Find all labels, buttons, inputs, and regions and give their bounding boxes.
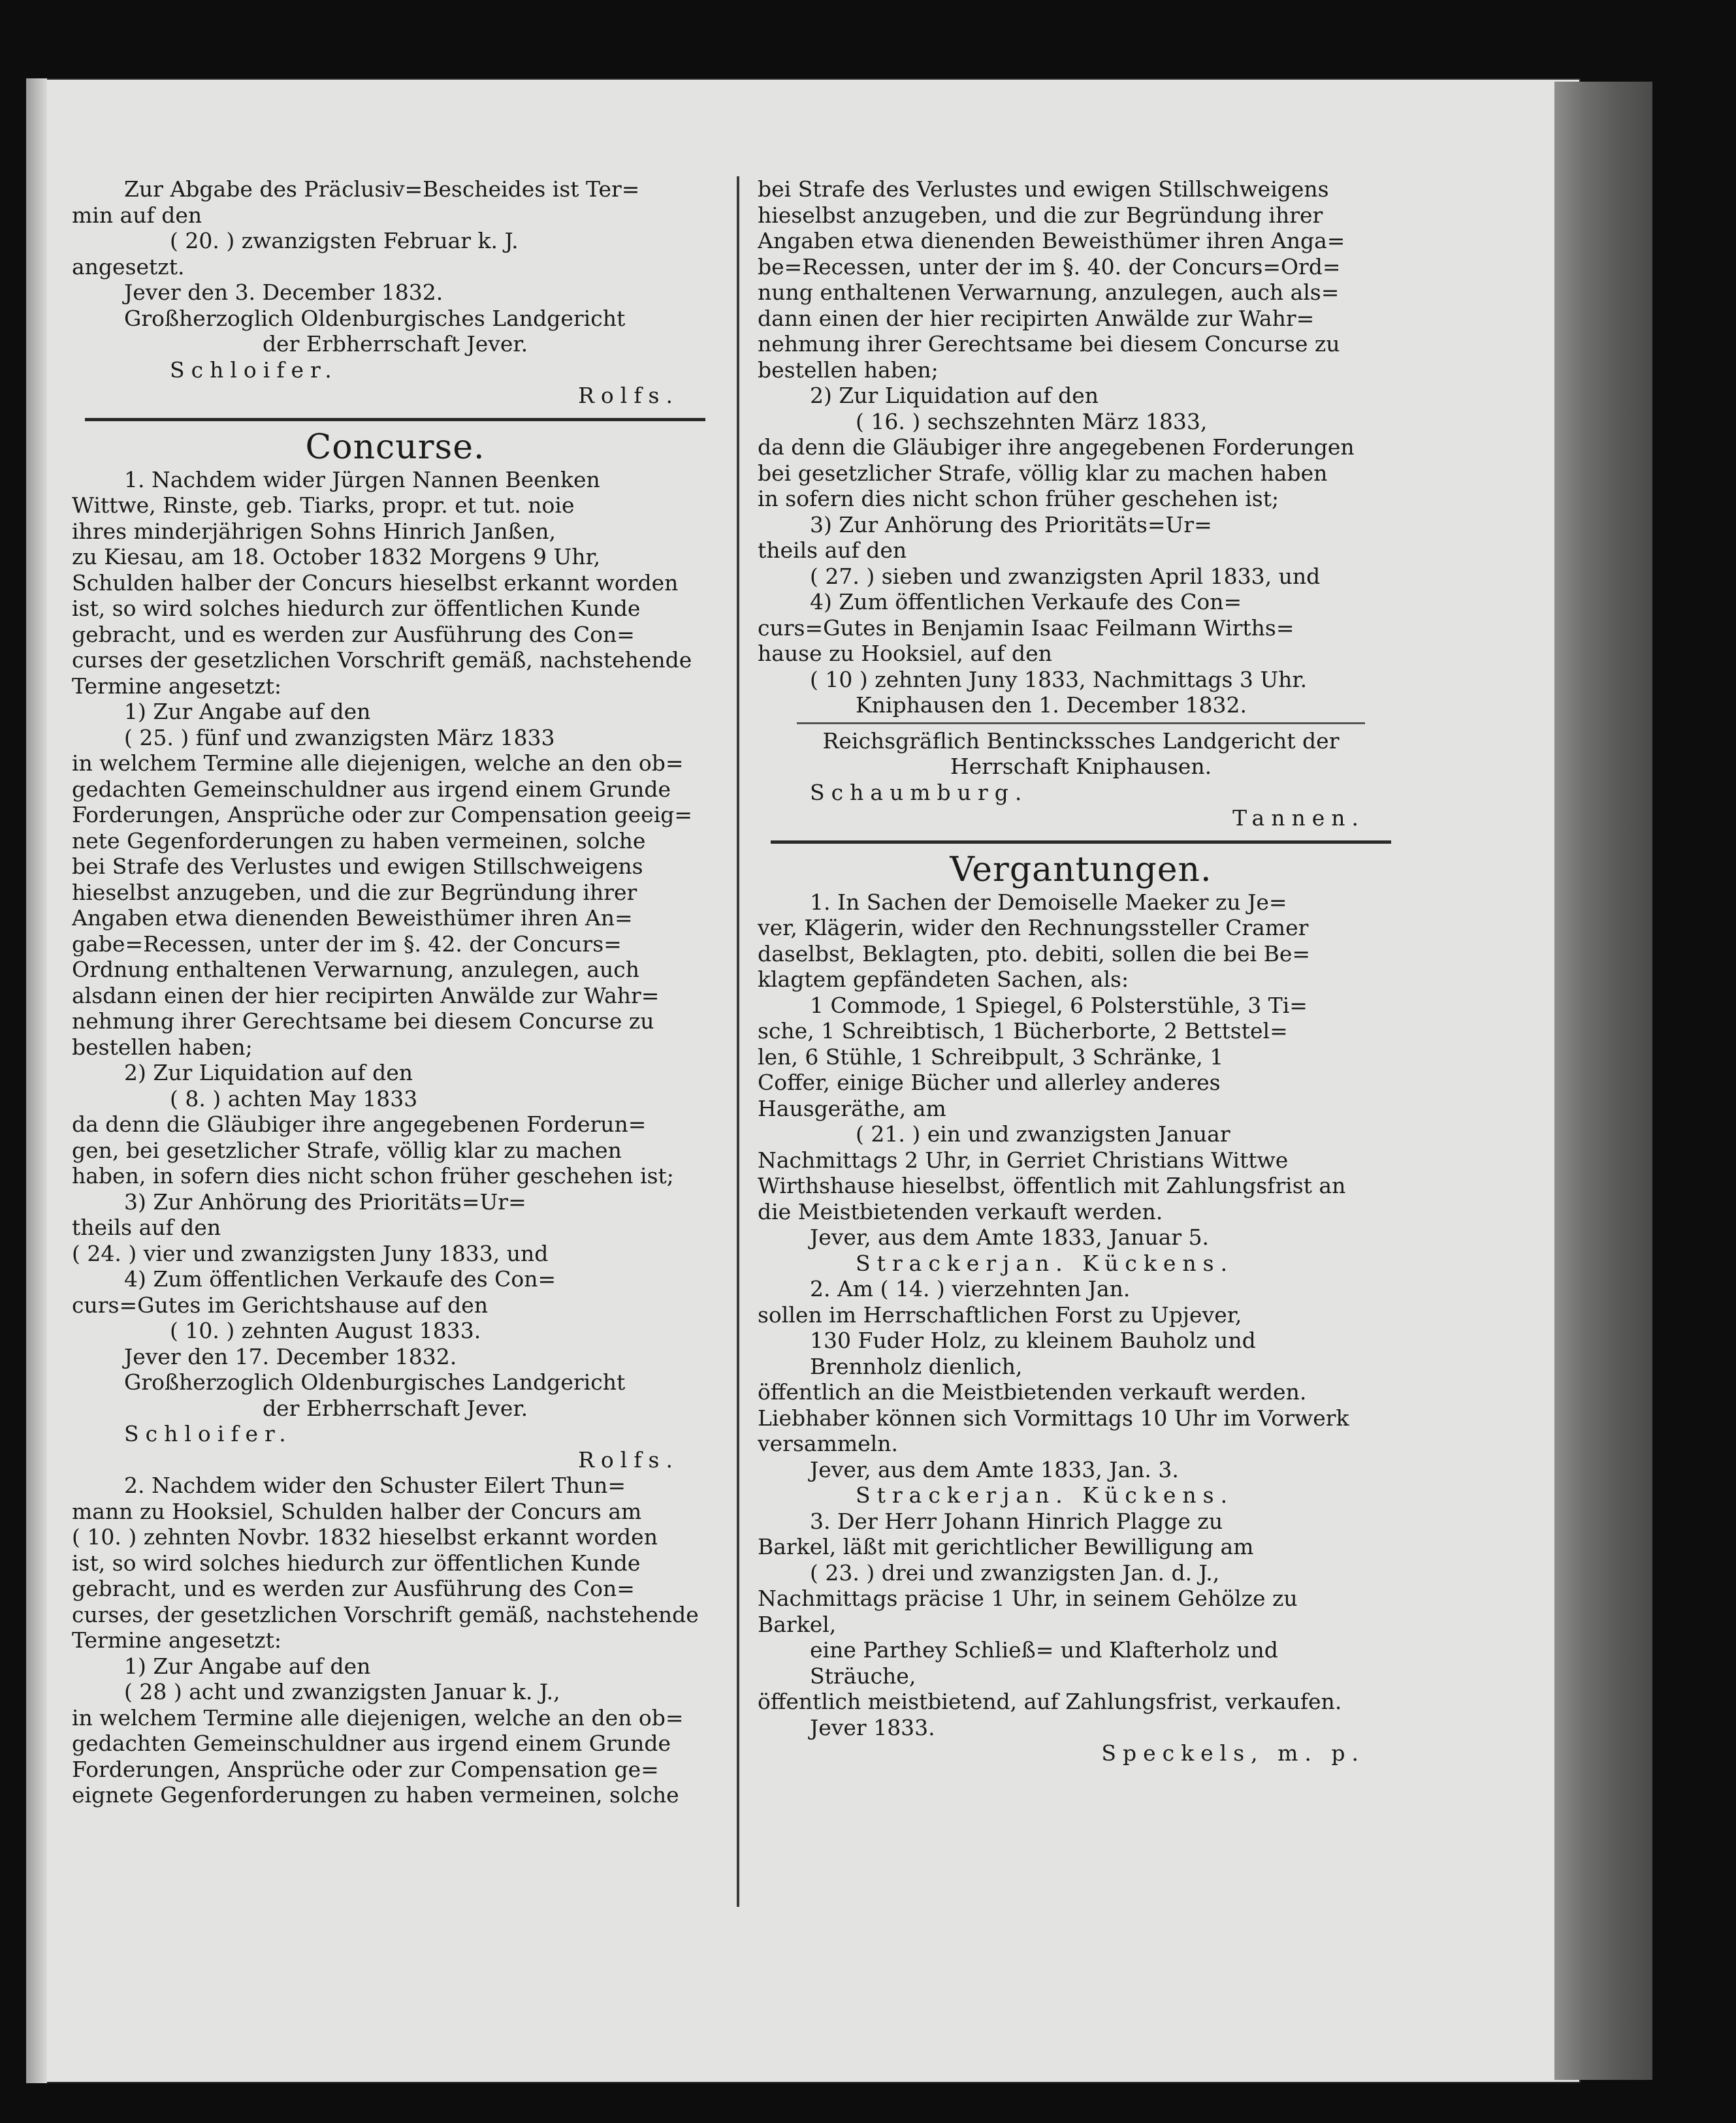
text-line: 3. Der Herr Johann Hinrich Plagge zu (810, 1508, 1223, 1534)
text-line: ( 10. ) zehnten Novbr. 1832 hieselbst erkannt worden (72, 1524, 658, 1550)
text-line: in sofern dies nicht schon früher geschehen ist; (758, 486, 1279, 511)
text-line: Forderungen, Ansprüche oder zur Compensation ge= (72, 1756, 659, 1782)
text-line: Coffer, einige Bücher und allerley anderes (758, 1070, 1221, 1095)
text-line: 130 Fuder Holz, zu kleinem Bauholz und (810, 1328, 1256, 1353)
text-line: curses, der gesetzlichen Vorschrift gemäß, nachstehende (72, 1601, 699, 1627)
text-line: Liebhaber können sich Vormittags 10 Uhr im Vorwerk (758, 1405, 1349, 1431)
text-line: eignete Gegenforderungen zu haben vermeinen, solche (72, 1782, 679, 1808)
text-line: theils auf den (758, 537, 907, 563)
text-line: in welchem Termine alle diejenigen, welche an den ob= (72, 750, 684, 776)
text-line: in welchem Termine alle diejenigen, welche an den ob= (72, 1704, 684, 1731)
text-line: 2. Am ( 14. ) vierzehnten Jan. (810, 1276, 1131, 1301)
text-line: ( 27. ) sieben und zwanzigsten April 1833, und (810, 563, 1321, 589)
text-line: klagtem gepfändeten Sachen, als: (758, 966, 1129, 992)
text-line: Nachmittags präcise 1 Uhr, in seinem Gehölze zu (758, 1586, 1298, 1611)
signature: Strackerjan. Kückens. (856, 1250, 1234, 1276)
court-name: Reichsgräflich Bentinckssches Landgericht der (822, 727, 1340, 754)
column-divider (737, 176, 739, 1907)
court-name: Großherzoglich Oldenburgisches Landgericht (124, 305, 626, 331)
text-line: Barkel, (758, 1611, 837, 1637)
text-line: Ordnung enthaltenen Verwarnung, anzulegen, auch (72, 957, 640, 982)
court-name: Großherzoglich Oldenburgisches Landgericht (124, 1369, 626, 1395)
text-line: 2. Nachdem wider den Schuster Eilert Thun= (124, 1473, 626, 1498)
text-line: ist, so wird solches hiedurch zur öffentlichen Kunde (72, 596, 641, 621)
text-line: versammeln. (758, 1431, 898, 1456)
text-line: daselbst, Beklagten, pto. debiti, sollen die bei Be= (758, 940, 1311, 966)
text-line: Termine angesetzt: (72, 673, 281, 699)
text-line: hause zu Hooksiel, auf den (758, 641, 1052, 666)
section-title: Vergantungen. (950, 850, 1212, 889)
text-line: curses der gesetzlichen Vorschrift gemäß, nachstehende (72, 647, 692, 673)
text-line: Kniphausen den 1. December 1832. (856, 692, 1247, 718)
text-line: ( 24. ) vier und zwanzigsten Juny 1833, und (72, 1240, 549, 1266)
vergantung-notice-1 (758, 889, 1404, 1277)
concurs-notice-2 (72, 1473, 718, 1808)
text-line: theils auf den (72, 1215, 221, 1240)
text-line: gen, bei gesetzlicher Strafe, völlig klar zu machen (72, 1137, 622, 1163)
text-line: gedachten Gemeinschuldner aus irgend einem Grunde (72, 776, 671, 802)
text-line: Wittwe, Rinste, geb. Tiarks, propr. et tut. noie (72, 492, 575, 518)
text-line: bei Strafe des Verlustes und ewigen Stillschweigens (72, 854, 643, 879)
text-line: curs=Gutes in Benjamin Isaac Feilmann Wirths= (758, 615, 1294, 641)
text-line: 1) Zur Angabe auf den (124, 1653, 371, 1679)
text-line: ( 20. ) zwanzigsten Februar k. J. (170, 228, 519, 253)
page-gutter-shadow (26, 78, 47, 2083)
signature: Rolfs. (578, 1446, 679, 1473)
concurs-notice-1 (72, 467, 718, 1473)
short-rule (797, 722, 1365, 724)
text-line: 2) Zur Liquidation auf den (124, 1060, 413, 1085)
signature: Strackerjan. Kückens. (856, 1482, 1234, 1508)
notice-end (72, 176, 718, 409)
text-line: 1. In Sachen der Demoiselle Maeker zu Je= (810, 889, 1287, 915)
section-rule (85, 418, 705, 421)
text-line: Jever, aus dem Amte 1833, Jan. 3. (810, 1456, 1179, 1482)
section-title: Concurse. (305, 427, 485, 467)
text-line: ( 25. ) fünf und zwanzigsten März 1833 (124, 724, 555, 750)
text-line: gebracht, und es werden zur Ausführung des Con= (72, 621, 635, 647)
text-line: da denn die Gläubiger ihre angegebenen Forderun= (72, 1111, 647, 1137)
right-column (758, 176, 1404, 1766)
text-line: 2) Zur Liquidation auf den (810, 383, 1099, 408)
text-line: ihres minderjährigen Sohns Hinrich Janßen, (72, 518, 556, 544)
text-line: dann einen der hier recipirten Anwälde zur Wahr= (758, 305, 1315, 331)
text-line: min auf den (72, 202, 202, 228)
vergantung-notice-3 (758, 1508, 1404, 1766)
text-line: alsdann einen der hier recipirten Anwälde zur Wahr= (72, 982, 660, 1008)
text-line: mann zu Hooksiel, Schulden halber der Concurs am (72, 1498, 642, 1524)
left-column (72, 176, 718, 1808)
signature: Speckels, m. p. (1101, 1740, 1365, 1766)
text-line: haben, in sofern dies nicht schon früher geschehen ist; (72, 1163, 674, 1189)
court-name: der Erbherrschaft Jever. (262, 1395, 528, 1421)
section-rule (771, 840, 1391, 844)
text-line: zu Kiesau, am 18. October 1832 Morgens 9 Uhr, (72, 544, 601, 569)
text-line: bestellen haben; (758, 357, 939, 383)
text-line: 1) Zur Angabe auf den (124, 699, 371, 724)
text-line: eine Parthey Schließ= und Klafterholz und (810, 1637, 1278, 1663)
text-line: Jever 1833. (810, 1714, 935, 1740)
text-line: Jever den 3. December 1832. (124, 279, 443, 305)
text-line: curs=Gutes im Gerichtshause auf den (72, 1292, 489, 1318)
text-line: Nachmittags 2 Uhr, in Gerriet Christians Wittwe (758, 1147, 1289, 1173)
text-line: 4) Zum öffentlichen Verkaufe des Con= (124, 1266, 556, 1292)
text-line: ( 10. ) zehnten August 1833. (170, 1318, 481, 1343)
text-line: ( 23. ) drei und zwanzigsten Jan. d. J., (810, 1559, 1220, 1586)
text-line: be=Recessen, unter der im §. 40. der Concurs=Ord= (758, 253, 1341, 279)
text-line: ( 8. ) achten May 1833 (170, 1085, 418, 1111)
text-line: len, 6 Stühle, 1 Schreibpult, 3 Schränke, 1 (758, 1044, 1224, 1070)
text-line: öffentlich an die Meistbietenden verkauft werden. (758, 1379, 1307, 1405)
text-line: ver, Klägerin, wider den Rechnungssteller Cramer (758, 915, 1309, 940)
text-line: gedachten Gemeinschuldner aus irgend einem Grunde (72, 1731, 671, 1756)
text-line: Angaben etwa dienenden Beweisthümer ihren Anga= (758, 228, 1345, 253)
text-line: Barkel, läßt mit gerichtlicher Bewilligung am (758, 1534, 1254, 1559)
text-line: gebracht, und es werden zur Ausführung des Con= (72, 1576, 635, 1601)
text-line: nehmung ihrer Gerechtsame bei diesem Concurse zu (758, 331, 1340, 357)
text-line: ( 21. ) ein und zwanzigsten Januar (856, 1121, 1230, 1147)
text-line: Forderungen, Ansprüche oder zur Compensation geeig= (72, 802, 693, 827)
text-line: Angaben etwa dienenden Beweisthümer ihren An= (72, 905, 633, 931)
text-line: hieselbst anzugeben, und die zur Begründung ihrer (758, 202, 1323, 228)
text-line: Schulden halber der Concurs hieselbst erkannt worden (72, 569, 679, 596)
text-line: ist, so wird solches hiedurch zur öffentlichen Kunde (72, 1550, 641, 1576)
text-line: Zur Abgabe des Präclusiv=Bescheides ist Ter= (124, 176, 640, 202)
text-line: ( 10 ) zehnten Juny 1833, Nachmittags 3 Uhr. (810, 666, 1308, 692)
text-line: bestellen haben; (72, 1034, 253, 1060)
text-line: nehmung ihrer Gerechtsame bei diesem Concurse zu (72, 1008, 654, 1034)
text-line: Wirthshause hieselbst, öffentlich mit Zahlungsfrist an (758, 1173, 1346, 1198)
concurs-notice-2-continued (758, 176, 1404, 831)
text-line: Jever, aus dem Amte 1833, Januar 5. (810, 1224, 1210, 1250)
text-line: Jever den 17. December 1832. (124, 1343, 457, 1369)
signature: Tannen. (1232, 805, 1365, 831)
text-line: 1 Commode, 1 Spiegel, 6 Polsterstühle, 3 Ti= (810, 992, 1308, 1018)
text-line: 1. Nachdem wider Jürgen Nannen Beenken (124, 466, 600, 492)
text-line: nung enthaltenen Verwarnung, anzulegen, auch als= (758, 279, 1340, 305)
signature: Schloifer. (124, 1421, 293, 1446)
text-line: Sträuche, (810, 1663, 916, 1689)
court-name: der Erbherrschaft Jever. (262, 331, 528, 357)
text-line: öffentlich meistbietend, auf Zahlungsfrist, verkaufen. (758, 1689, 1342, 1714)
text-line: Hausgeräthe, am (758, 1095, 946, 1121)
text-line: ( 16. ) sechszehnten März 1833, (856, 408, 1208, 434)
signature: Schloifer. (170, 357, 338, 383)
text-line: hieselbst anzugeben, und die zur Begründung ihrer (72, 879, 637, 905)
signature: Schaumburg. (810, 779, 1029, 805)
text-line: angesetzt. (72, 253, 185, 279)
text-line: die Meistbietenden verkauft werden. (758, 1198, 1163, 1224)
text-line: sollen im Herrschaftlichen Forst zu Upjever, (758, 1301, 1242, 1328)
text-line: ( 28 ) acht und zwanzigsten Januar k. J., (124, 1679, 560, 1704)
text-line: 4) Zum öffentlichen Verkaufe des Con= (810, 589, 1242, 615)
text-line: da denn die Gläubiger ihre angegebenen Forderungen (758, 434, 1355, 460)
signature: Rolfs. (578, 383, 679, 408)
text-line: bei gesetzlicher Strafe, völlig klar zu machen haben (758, 460, 1328, 486)
text-line: bei Strafe des Verlustes und ewigen Stillschweigens (758, 176, 1329, 202)
text-line: sche, 1 Schreibtisch, 1 Bücherborte, 2 Bettstel= (758, 1018, 1288, 1044)
text-line: Brennholz dienlich, (810, 1353, 1023, 1379)
book-edge (1554, 82, 1652, 2080)
text-line: nete Gegenforderungen zu haben vermeinen, solche (72, 827, 646, 854)
vergantung-notice-2 (758, 1276, 1404, 1508)
text-line: Termine angesetzt: (72, 1627, 281, 1653)
text-line: 3) Zur Anhörung des Prioritäts=Ur= (124, 1189, 526, 1215)
text-line: 3) Zur Anhörung des Prioritäts=Ur= (810, 511, 1212, 537)
court-name: Herrschaft Kniphausen. (950, 754, 1212, 779)
text-line: gabe=Recessen, unter der im §. 42. der Concurs= (72, 931, 622, 957)
